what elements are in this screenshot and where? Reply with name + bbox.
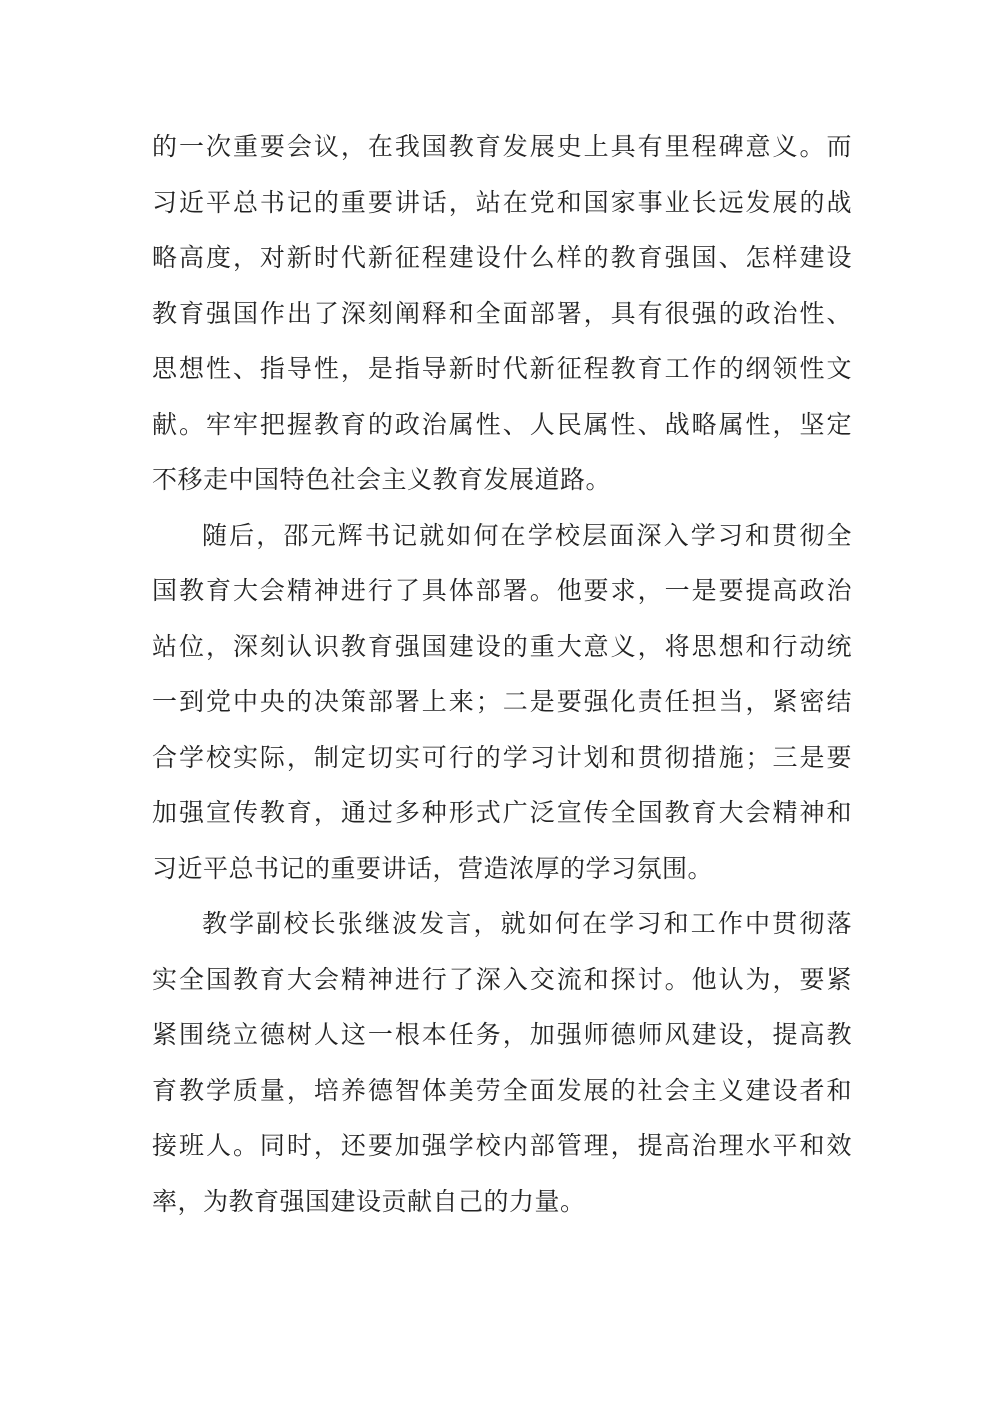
text-line: 站位，深刻认识教育强国建设的重大意义，将思想和行动统	[152, 631, 852, 661]
document-body	[152, 119, 852, 1229]
text-line: 接班人。同时，还要加强学校内部管理，提高治理水平和效	[152, 1131, 852, 1160]
text-line: 实全国教育大会精神进行了深入交流和探讨。他认为，要紧	[152, 964, 852, 994]
text-line: 献。牢牢把握教育的政治属性、人民属性、战略属性，坚定	[152, 409, 852, 439]
text-line: 不移走中国特色社会主义教育发展道路。	[152, 465, 612, 494]
text-line: 随后，邵元辉书记就如何在学校层面深入学习和贯彻全	[202, 520, 852, 550]
text-line: 教学副校长张继波发言，就如何在学习和工作中贯彻落	[202, 909, 852, 938]
text-line: 育教学质量，培养德智体美劳全面发展的社会主义建设者和	[152, 1075, 852, 1105]
text-line: 一到党中央的决策部署上来；二是要强化责任担当，紧密结	[152, 687, 852, 716]
paragraph-3	[152, 896, 852, 1229]
text-line: 国教育大会精神进行了具体部署。他要求，一是要提高政治	[152, 576, 852, 605]
text-line: 略高度，对新时代新征程建设什么样的教育强国、怎样建设	[152, 243, 852, 272]
text-line: 习近平总书记的重要讲话，站在党和国家事业长远发展的战	[152, 187, 852, 217]
paragraph-2	[152, 508, 852, 897]
text-line: 思想性、指导性，是指导新时代新征程教育工作的纲领性文	[152, 354, 852, 383]
paragraph-1	[152, 119, 852, 508]
text-line: 习近平总书记的重要讲话，营造浓厚的学习氛围。	[152, 853, 714, 883]
text-line: 率，为教育强国建设贡献自己的力量。	[152, 1186, 586, 1216]
text-line: 紧围绕立德树人这一根本任务，加强师德师风建设，提高教	[152, 1020, 852, 1049]
text-line: 合学校实际，制定切实可行的学习计划和贯彻措施；三是要	[152, 742, 852, 772]
text-line: 教育强国作出了深刻阐释和全面部署，具有很强的政治性、	[152, 298, 852, 328]
text-line: 的一次重要会议，在我国教育发展史上具有里程碑意义。而	[152, 132, 852, 161]
text-line: 加强宣传教育，通过多种形式广泛宣传全国教育大会精神和	[152, 798, 852, 827]
